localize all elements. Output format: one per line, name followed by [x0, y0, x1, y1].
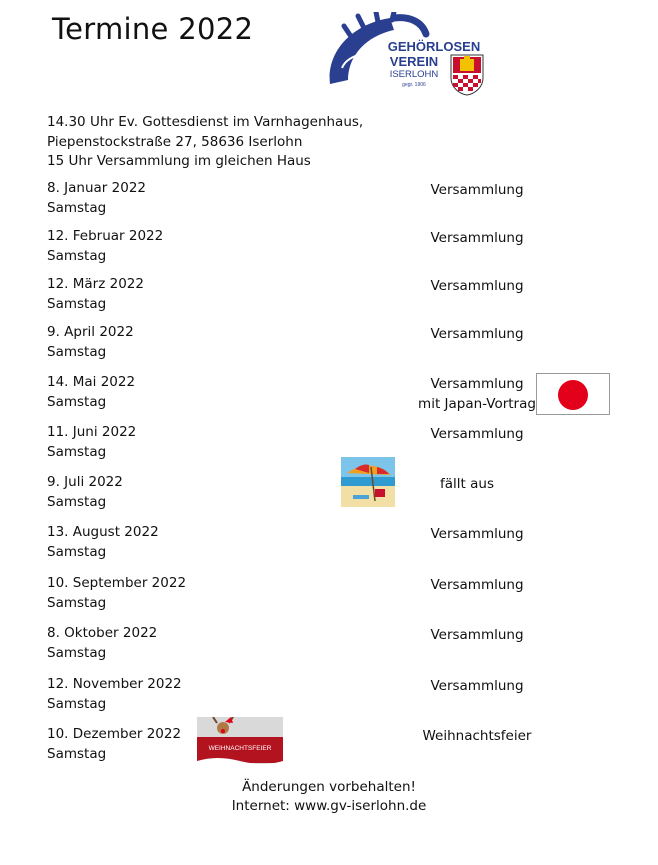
- event-day: Samstag: [47, 645, 107, 661]
- event-day: Samstag: [47, 394, 107, 410]
- flag-sun: [558, 380, 588, 410]
- beach-umbrella-icon: [341, 457, 395, 507]
- event-day: Samstag: [47, 696, 107, 712]
- event-type: Versammlung: [430, 182, 524, 198]
- event-type: fällt aus: [440, 476, 494, 492]
- event-row: [47, 726, 607, 770]
- event-type: Versammlung: [430, 678, 524, 694]
- intro-line: 14.30 Uhr Ev. Gottesdienst im Varnhagenhaus,: [47, 114, 364, 130]
- event-date: 13. August 2022: [47, 524, 159, 540]
- event-type: Versammlung: [430, 627, 524, 643]
- event-type-label: Versammlung: [430, 376, 524, 392]
- event-day: Samstag: [47, 200, 107, 216]
- event-type: Weihnachtsfeier: [422, 728, 532, 744]
- event-date: 10. Dezember 2022: [47, 726, 182, 742]
- event-date: 11. Juni 2022: [47, 424, 137, 440]
- event-row: [47, 374, 607, 418]
- event-day: Samstag: [47, 296, 107, 312]
- event-date: 12. Februar 2022: [47, 228, 164, 244]
- event-row: [47, 324, 607, 368]
- logo-line2: VEREIN: [389, 54, 439, 69]
- japan-flag-icon: [536, 373, 610, 415]
- event-row: [47, 228, 607, 272]
- logo-line1: GEHÖRLOSEN: [387, 39, 481, 54]
- logo-line3: ISERLOHN: [389, 69, 439, 80]
- event-day: Samstag: [47, 595, 107, 611]
- event-day: Samstag: [47, 494, 107, 510]
- event-row: [47, 474, 607, 518]
- event-type: Versammlung: [430, 278, 524, 294]
- event-row: [47, 424, 607, 468]
- event-day: Samstag: [47, 544, 107, 560]
- intro-line: Piepenstockstraße 27, 58636 Iserlohn: [47, 133, 303, 150]
- event-day: Samstag: [47, 444, 107, 460]
- event-date: 10. September 2022: [47, 575, 187, 591]
- event-row: [47, 625, 607, 669]
- event-date: 12. November 2022: [47, 676, 182, 692]
- banner-text: WEIHNACHTSFEIER: [208, 745, 272, 752]
- event-date: 8. Januar 2022: [47, 180, 147, 196]
- event-date: 8. Oktober 2022: [47, 625, 158, 641]
- event-type: Versammlung: [430, 230, 524, 246]
- reindeer-banner-icon: [197, 717, 283, 771]
- event-row: [47, 276, 607, 320]
- event-type: Versammlung: [430, 577, 524, 593]
- event-note: mit Japan-Vortrag: [418, 396, 536, 412]
- intro-text: [47, 113, 363, 172]
- website-link[interactable]: Internet: www.gv-iserlohn.de: [231, 798, 427, 814]
- event-row: [47, 575, 607, 619]
- footer: [0, 778, 658, 816]
- event-date: 12. März 2022: [47, 276, 144, 292]
- iserlohn-crest-icon: [450, 54, 484, 96]
- event-type: Versammlung: [430, 526, 524, 542]
- logo-founded: gegr. 1906: [402, 82, 426, 88]
- event-type: Versammlung: [430, 426, 524, 442]
- event-date: 14. Mai 2022: [47, 374, 136, 390]
- event-row: [47, 524, 607, 568]
- christmas-banner: [197, 717, 283, 771]
- event-day: Samstag: [47, 344, 107, 360]
- event-date: 9. Juli 2022: [47, 474, 123, 490]
- event-day: Samstag: [47, 746, 107, 762]
- event-date: 9. April 2022: [47, 324, 134, 340]
- event-day: Samstag: [47, 248, 107, 264]
- event-row: [47, 676, 607, 720]
- event-row: [47, 180, 607, 224]
- changes-notice: Änderungen vorbehalten!: [242, 779, 416, 795]
- page-title: Termine 2022: [52, 12, 254, 46]
- event-type: Versammlung: [430, 326, 524, 342]
- intro-line: 15 Uhr Versammlung im gleichen Haus: [47, 153, 311, 169]
